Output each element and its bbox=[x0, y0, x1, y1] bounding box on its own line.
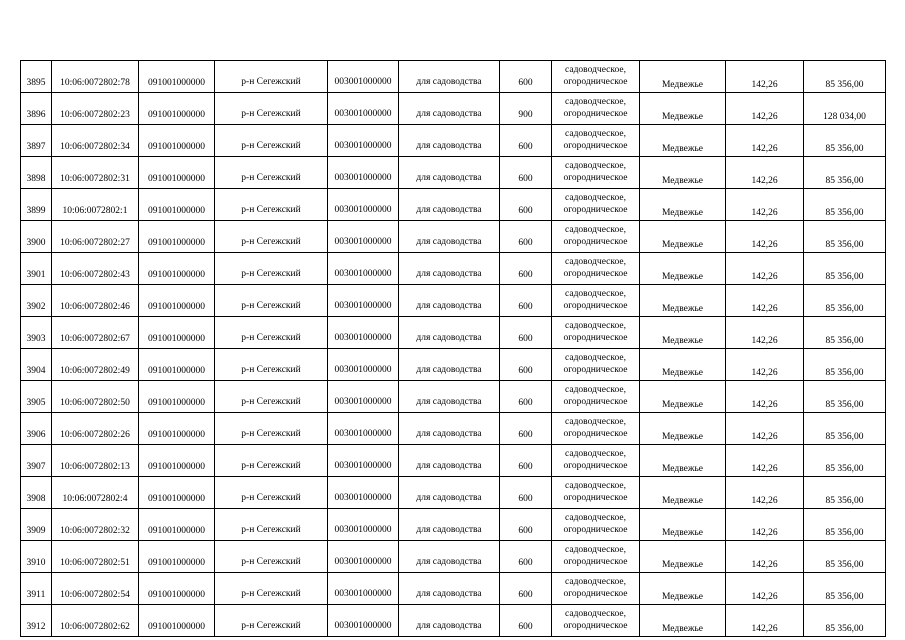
area-cell: 600 bbox=[500, 61, 552, 93]
category-code-cell: 003001000000 bbox=[328, 157, 399, 189]
row-number-cell: 3896 bbox=[21, 93, 52, 125]
area-cell: 600 bbox=[500, 573, 552, 605]
area-cell: 600 bbox=[500, 125, 552, 157]
permitted-use-cell: для садоводства bbox=[399, 541, 500, 573]
table-row bbox=[21, 573, 886, 605]
specific-value-cell: 142,26 bbox=[726, 317, 804, 349]
category-code-cell: 003001000000 bbox=[328, 605, 399, 637]
land-kind-cell bbox=[552, 541, 640, 573]
district-cell: р-н Сегежский bbox=[215, 413, 328, 445]
land-kind-line-2: огородническое bbox=[563, 76, 628, 87]
land-kind-line-2: огородническое bbox=[563, 492, 628, 503]
land-kind-line-2: огородническое bbox=[563, 108, 628, 119]
settlement-cell: Медвежье bbox=[640, 349, 726, 381]
permitted-use-cell: для садоводства bbox=[399, 381, 500, 413]
table-row bbox=[21, 317, 886, 349]
table-row bbox=[21, 477, 886, 509]
area-cell: 900 bbox=[500, 93, 552, 125]
district-cell: р-н Сегежский bbox=[215, 573, 328, 605]
land-kind-line-1: садоводческое, bbox=[565, 353, 626, 363]
area-cell: 600 bbox=[500, 349, 552, 381]
settlement-cell: Медвежье bbox=[640, 317, 726, 349]
cadastral-value-cell: 85 356,00 bbox=[804, 125, 886, 157]
land-kind-line-2: огородническое bbox=[563, 364, 628, 375]
land-kind-line-1: садоводческое, bbox=[565, 321, 626, 331]
land-kind-cell bbox=[552, 317, 640, 349]
table-row bbox=[21, 381, 886, 413]
table-row bbox=[21, 125, 886, 157]
land-kind-cell bbox=[552, 221, 640, 253]
land-kind-cell bbox=[552, 573, 640, 605]
settlement-cell: Медвежье bbox=[640, 541, 726, 573]
settlement-cell: Медвежье bbox=[640, 157, 726, 189]
specific-value-cell: 142,26 bbox=[726, 125, 804, 157]
area-cell: 600 bbox=[500, 445, 552, 477]
table-body bbox=[21, 61, 886, 637]
cadastral-value-cell: 85 356,00 bbox=[804, 221, 886, 253]
specific-value-cell: 142,26 bbox=[726, 509, 804, 541]
permitted-use-cell: для садоводства bbox=[399, 573, 500, 605]
table-row bbox=[21, 605, 886, 637]
area-cell: 600 bbox=[500, 189, 552, 221]
land-kind-line-2: огородническое bbox=[563, 332, 628, 343]
cadastral-number-cell: 10:06:0072802:23 bbox=[52, 93, 139, 125]
cadastral-number-cell: 10:06:0072802:4 bbox=[52, 477, 139, 509]
settlement-cell: Медвежье bbox=[640, 285, 726, 317]
okato-code-cell: 091001000000 bbox=[139, 381, 215, 413]
table-row bbox=[21, 285, 886, 317]
settlement-cell: Медвежье bbox=[640, 605, 726, 637]
okato-code-cell: 091001000000 bbox=[139, 93, 215, 125]
table-row bbox=[21, 253, 886, 285]
land-kind-line-2: огородническое bbox=[563, 460, 628, 471]
permitted-use-cell: для садоводства bbox=[399, 605, 500, 637]
category-code-cell: 003001000000 bbox=[328, 189, 399, 221]
land-kind-line-2: огородническое bbox=[563, 556, 628, 567]
permitted-use-cell: для садоводства bbox=[399, 413, 500, 445]
area-cell: 600 bbox=[500, 285, 552, 317]
settlement-cell: Медвежье bbox=[640, 445, 726, 477]
category-code-cell: 003001000000 bbox=[328, 93, 399, 125]
specific-value-cell: 142,26 bbox=[726, 157, 804, 189]
row-number-cell: 3906 bbox=[21, 413, 52, 445]
settlement-cell: Медвежье bbox=[640, 573, 726, 605]
land-kind-line-1: садоводческое, bbox=[565, 513, 626, 523]
land-kind-line-1: садоводческое, bbox=[565, 609, 626, 619]
category-code-cell: 003001000000 bbox=[328, 477, 399, 509]
district-cell: р-н Сегежский bbox=[215, 381, 328, 413]
settlement-cell: Медвежье bbox=[640, 125, 726, 157]
cadastral-value-cell: 85 356,00 bbox=[804, 285, 886, 317]
district-cell: р-н Сегежский bbox=[215, 317, 328, 349]
cadastral-value-cell: 85 356,00 bbox=[804, 157, 886, 189]
area-cell: 600 bbox=[500, 477, 552, 509]
permitted-use-cell: для садоводства bbox=[399, 509, 500, 541]
permitted-use-cell: для садоводства bbox=[399, 349, 500, 381]
specific-value-cell: 142,26 bbox=[726, 93, 804, 125]
district-cell: р-н Сегежский bbox=[215, 349, 328, 381]
land-kind-cell bbox=[552, 349, 640, 381]
okato-code-cell: 091001000000 bbox=[139, 125, 215, 157]
permitted-use-cell: для садоводства bbox=[399, 445, 500, 477]
land-kind-line-2: огородническое bbox=[563, 236, 628, 247]
table-row bbox=[21, 61, 886, 93]
table-row bbox=[21, 509, 886, 541]
cadastral-number-cell: 10:06:0072802:46 bbox=[52, 285, 139, 317]
land-kind-cell bbox=[552, 285, 640, 317]
district-cell: р-н Сегежский bbox=[215, 157, 328, 189]
permitted-use-cell: для садоводства bbox=[399, 221, 500, 253]
row-number-cell: 3903 bbox=[21, 317, 52, 349]
land-kind-line-1: садоводческое, bbox=[565, 289, 626, 299]
settlement-cell: Медвежье bbox=[640, 381, 726, 413]
cadastral-number-cell: 10:06:0072802:78 bbox=[52, 61, 139, 93]
category-code-cell: 003001000000 bbox=[328, 573, 399, 605]
cadastral-number-cell: 10:06:0072802:1 bbox=[52, 189, 139, 221]
category-code-cell: 003001000000 bbox=[328, 413, 399, 445]
row-number-cell: 3909 bbox=[21, 509, 52, 541]
land-kind-line-1: садоводческое, bbox=[565, 65, 626, 75]
okato-code-cell: 091001000000 bbox=[139, 253, 215, 285]
category-code-cell: 003001000000 bbox=[328, 253, 399, 285]
settlement-cell: Медвежье bbox=[640, 189, 726, 221]
cadastral-number-cell: 10:06:0072802:54 bbox=[52, 573, 139, 605]
specific-value-cell: 142,26 bbox=[726, 445, 804, 477]
row-number-cell: 3905 bbox=[21, 381, 52, 413]
permitted-use-cell: для садоводства bbox=[399, 317, 500, 349]
specific-value-cell: 142,26 bbox=[726, 61, 804, 93]
land-kind-line-1: садоводческое, bbox=[565, 545, 626, 555]
okato-code-cell: 091001000000 bbox=[139, 477, 215, 509]
district-cell: р-н Сегежский bbox=[215, 253, 328, 285]
specific-value-cell: 142,26 bbox=[726, 573, 804, 605]
category-code-cell: 003001000000 bbox=[328, 285, 399, 317]
land-kind-line-2: огородническое bbox=[563, 204, 628, 215]
specific-value-cell: 142,26 bbox=[726, 189, 804, 221]
district-cell: р-н Сегежский bbox=[215, 541, 328, 573]
land-kind-cell bbox=[552, 93, 640, 125]
specific-value-cell: 142,26 bbox=[726, 221, 804, 253]
cadastral-number-cell: 10:06:0072802:62 bbox=[52, 605, 139, 637]
okato-code-cell: 091001000000 bbox=[139, 221, 215, 253]
row-number-cell: 3899 bbox=[21, 189, 52, 221]
cadastral-number-cell: 10:06:0072802:34 bbox=[52, 125, 139, 157]
specific-value-cell: 142,26 bbox=[726, 285, 804, 317]
cadastral-number-cell: 10:06:0072802:26 bbox=[52, 413, 139, 445]
district-cell: р-н Сегежский bbox=[215, 605, 328, 637]
row-number-cell: 3898 bbox=[21, 157, 52, 189]
permitted-use-cell: для садоводства bbox=[399, 189, 500, 221]
area-cell: 600 bbox=[500, 509, 552, 541]
area-cell: 600 bbox=[500, 157, 552, 189]
cadastral-value-cell: 85 356,00 bbox=[804, 189, 886, 221]
cadastral-number-cell: 10:06:0072802:27 bbox=[52, 221, 139, 253]
area-cell: 600 bbox=[500, 541, 552, 573]
land-kind-cell bbox=[552, 509, 640, 541]
cadastral-number-cell: 10:06:0072802:43 bbox=[52, 253, 139, 285]
permitted-use-cell: для садоводства bbox=[399, 125, 500, 157]
area-cell: 600 bbox=[500, 253, 552, 285]
cadastral-number-cell: 10:06:0072802:49 bbox=[52, 349, 139, 381]
okato-code-cell: 091001000000 bbox=[139, 157, 215, 189]
category-code-cell: 003001000000 bbox=[328, 125, 399, 157]
land-kind-line-1: садоводческое, bbox=[565, 97, 626, 107]
land-kind-line-2: огородническое bbox=[563, 300, 628, 311]
row-number-cell: 3901 bbox=[21, 253, 52, 285]
okato-code-cell: 091001000000 bbox=[139, 189, 215, 221]
land-kind-line-1: садоводческое, bbox=[565, 257, 626, 267]
permitted-use-cell: для садоводства bbox=[399, 477, 500, 509]
specific-value-cell: 142,26 bbox=[726, 541, 804, 573]
land-kind-line-2: огородническое bbox=[563, 428, 628, 439]
cadastral-value-cell: 85 356,00 bbox=[804, 61, 886, 93]
land-kind-cell bbox=[552, 381, 640, 413]
okato-code-cell: 091001000000 bbox=[139, 317, 215, 349]
row-number-cell: 3908 bbox=[21, 477, 52, 509]
category-code-cell: 003001000000 bbox=[328, 509, 399, 541]
row-number-cell: 3895 bbox=[21, 61, 52, 93]
settlement-cell: Медвежье bbox=[640, 413, 726, 445]
okato-code-cell: 091001000000 bbox=[139, 61, 215, 93]
row-number-cell: 3897 bbox=[21, 125, 52, 157]
area-cell: 600 bbox=[500, 381, 552, 413]
cadastral-number-cell: 10:06:0072802:32 bbox=[52, 509, 139, 541]
land-kind-line-2: огородническое bbox=[563, 140, 628, 151]
cadastral-value-cell: 128 034,00 bbox=[804, 93, 886, 125]
settlement-cell: Медвежье bbox=[640, 93, 726, 125]
land-kind-line-2: огородническое bbox=[563, 268, 628, 279]
land-kind-cell bbox=[552, 445, 640, 477]
district-cell: р-н Сегежский bbox=[215, 477, 328, 509]
area-cell: 600 bbox=[500, 605, 552, 637]
specific-value-cell: 142,26 bbox=[726, 413, 804, 445]
specific-value-cell: 142,26 bbox=[726, 477, 804, 509]
table-row bbox=[21, 413, 886, 445]
area-cell: 600 bbox=[500, 221, 552, 253]
cadastral-value-cell: 85 356,00 bbox=[804, 445, 886, 477]
land-kind-line-1: садоводческое, bbox=[565, 385, 626, 395]
cadastral-number-cell: 10:06:0072802:51 bbox=[52, 541, 139, 573]
land-kind-cell bbox=[552, 157, 640, 189]
cadastral-value-cell: 85 356,00 bbox=[804, 349, 886, 381]
settlement-cell: Медвежье bbox=[640, 477, 726, 509]
permitted-use-cell: для садоводства bbox=[399, 157, 500, 189]
district-cell: р-н Сегежский bbox=[215, 189, 328, 221]
row-number-cell: 3900 bbox=[21, 221, 52, 253]
okato-code-cell: 091001000000 bbox=[139, 573, 215, 605]
okato-code-cell: 091001000000 bbox=[139, 413, 215, 445]
settlement-cell: Медвежье bbox=[640, 221, 726, 253]
cadastral-value-cell: 85 356,00 bbox=[804, 477, 886, 509]
district-cell: р-н Сегежский bbox=[215, 61, 328, 93]
district-cell: р-н Сегежский bbox=[215, 93, 328, 125]
land-kind-line-1: садоводческое, bbox=[565, 225, 626, 235]
category-code-cell: 003001000000 bbox=[328, 221, 399, 253]
category-code-cell: 003001000000 bbox=[328, 541, 399, 573]
cadastral-value-cell: 85 356,00 bbox=[804, 381, 886, 413]
row-number-cell: 3911 bbox=[21, 573, 52, 605]
land-kind-line-1: садоводческое, bbox=[565, 161, 626, 171]
cadastral-value-cell: 85 356,00 bbox=[804, 253, 886, 285]
okato-code-cell: 091001000000 bbox=[139, 541, 215, 573]
land-kind-cell bbox=[552, 605, 640, 637]
cadastral-value-cell: 85 356,00 bbox=[804, 573, 886, 605]
category-code-cell: 003001000000 bbox=[328, 349, 399, 381]
table-row bbox=[21, 189, 886, 221]
row-number-cell: 3902 bbox=[21, 285, 52, 317]
cadastral-number-cell: 10:06:0072802:31 bbox=[52, 157, 139, 189]
land-kind-cell bbox=[552, 125, 640, 157]
okato-code-cell: 091001000000 bbox=[139, 509, 215, 541]
table-row bbox=[21, 541, 886, 573]
permitted-use-cell: для садоводства bbox=[399, 285, 500, 317]
cadastral-value-cell: 85 356,00 bbox=[804, 413, 886, 445]
area-cell: 600 bbox=[500, 317, 552, 349]
category-code-cell: 003001000000 bbox=[328, 317, 399, 349]
row-number-cell: 3912 bbox=[21, 605, 52, 637]
district-cell: р-н Сегежский bbox=[215, 509, 328, 541]
settlement-cell: Медвежье bbox=[640, 61, 726, 93]
specific-value-cell: 142,26 bbox=[726, 349, 804, 381]
settlement-cell: Медвежье bbox=[640, 509, 726, 541]
district-cell: р-н Сегежский bbox=[215, 445, 328, 477]
land-kind-line-1: садоводческое, bbox=[565, 449, 626, 459]
okato-code-cell: 091001000000 bbox=[139, 349, 215, 381]
land-kind-line-1: садоводческое, bbox=[565, 481, 626, 491]
specific-value-cell: 142,26 bbox=[726, 605, 804, 637]
cadastral-value-cell: 85 356,00 bbox=[804, 317, 886, 349]
land-kind-line-1: садоводческое, bbox=[565, 417, 626, 427]
land-kind-cell bbox=[552, 253, 640, 285]
permitted-use-cell: для садоводства bbox=[399, 93, 500, 125]
table-row bbox=[21, 93, 886, 125]
land-kind-cell bbox=[552, 189, 640, 221]
row-number-cell: 3907 bbox=[21, 445, 52, 477]
permitted-use-cell: для садоводства bbox=[399, 253, 500, 285]
category-code-cell: 003001000000 bbox=[328, 381, 399, 413]
land-kind-line-1: садоводческое, bbox=[565, 129, 626, 139]
cadastral-value-cell: 85 356,00 bbox=[804, 509, 886, 541]
land-kind-line-2: огородническое bbox=[563, 524, 628, 535]
specific-value-cell: 142,26 bbox=[726, 253, 804, 285]
okato-code-cell: 091001000000 bbox=[139, 445, 215, 477]
row-number-cell: 3904 bbox=[21, 349, 52, 381]
okato-code-cell: 091001000000 bbox=[139, 285, 215, 317]
district-cell: р-н Сегежский bbox=[215, 125, 328, 157]
table-row bbox=[21, 445, 886, 477]
land-kind-line-2: огородническое bbox=[563, 172, 628, 183]
cadastral-number-cell: 10:06:0072802:13 bbox=[52, 445, 139, 477]
land-kind-line-1: садоводческое, bbox=[565, 193, 626, 203]
land-kind-line-2: огородническое bbox=[563, 620, 628, 631]
land-kind-cell bbox=[552, 413, 640, 445]
specific-value-cell: 142,26 bbox=[726, 381, 804, 413]
land-kind-cell bbox=[552, 61, 640, 93]
area-cell: 600 bbox=[500, 413, 552, 445]
cadastral-value-cell: 85 356,00 bbox=[804, 605, 886, 637]
land-kind-line-2: огородническое bbox=[563, 588, 628, 599]
cadastral-number-cell: 10:06:0072802:50 bbox=[52, 381, 139, 413]
category-code-cell: 003001000000 bbox=[328, 61, 399, 93]
land-plot-table bbox=[20, 60, 886, 637]
district-cell: р-н Сегежский bbox=[215, 285, 328, 317]
permitted-use-cell: для садоводства bbox=[399, 61, 500, 93]
district-cell: р-н Сегежский bbox=[215, 221, 328, 253]
table-row bbox=[21, 157, 886, 189]
cadastral-number-cell: 10:06:0072802:67 bbox=[52, 317, 139, 349]
cadastral-value-cell: 85 356,00 bbox=[804, 541, 886, 573]
land-kind-cell bbox=[552, 477, 640, 509]
land-kind-line-1: садоводческое, bbox=[565, 577, 626, 587]
row-number-cell: 3910 bbox=[21, 541, 52, 573]
land-kind-line-2: огородническое bbox=[563, 396, 628, 407]
table-row bbox=[21, 349, 886, 381]
table-row bbox=[21, 221, 886, 253]
category-code-cell: 003001000000 bbox=[328, 445, 399, 477]
okato-code-cell: 091001000000 bbox=[139, 605, 215, 637]
settlement-cell: Медвежье bbox=[640, 253, 726, 285]
